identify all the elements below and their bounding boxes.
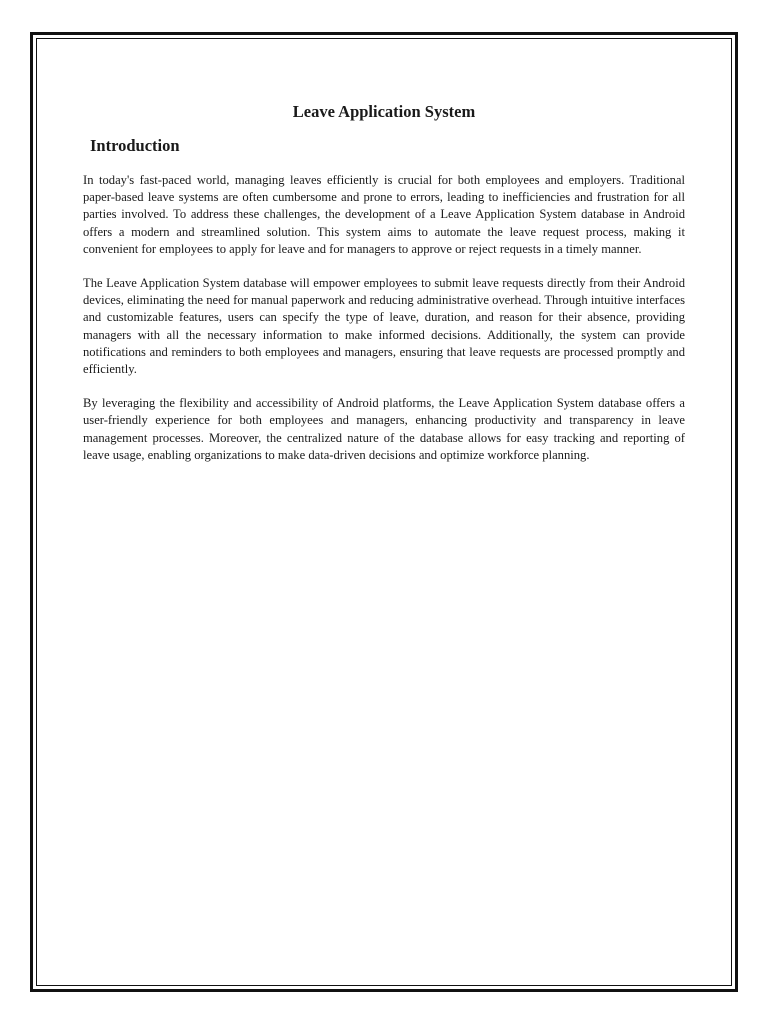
paragraph-3: By leveraging the flexibility and accessibility of Android platforms, the Leave Application System database offers a user-friendly experience for both employees and managers, enhancing productivity and transparency in leave management processes. Moreover, the centralized nature of the database allows for easy tracking and reporting of leave usage, enabling organizations to make data-driven decisions and optimize workforce planning.	[83, 396, 685, 462]
document-title: Leave Application System	[292, 102, 476, 121]
paragraph-2: The Leave Application System database will empower employees to submit leave requests directly from their Android devices, eliminating the need for manual paperwork and reducing administrative overhead. Through intuitive interfaces and customizable features, users can specify the type of leave, duration, and reason for their absence, providing managers with all the necessary information to make informed decisions. Additionally, the system can provide notifications and reminders to both employees and managers, ensuring that leave requests are processed promptly and efficiently.	[83, 276, 685, 377]
paragraph-1: In today's fast-paced world, managing leaves efficiently is crucial for both employees and employers. Traditional paper-based leave systems are often cumbersome and prone to errors, leading to inefficiencies and frustration for all parties involved. To address these challenges, the development of a Leave Application System database in Android offers a modern and streamlined solution. This system aims to automate the leave request process, making it convenient for employees to apply for leave and for managers to approve or reject requests in a timely manner.	[83, 173, 685, 256]
document-content	[83, 100, 685, 464]
section-heading-introduction: Introduction	[90, 136, 180, 155]
